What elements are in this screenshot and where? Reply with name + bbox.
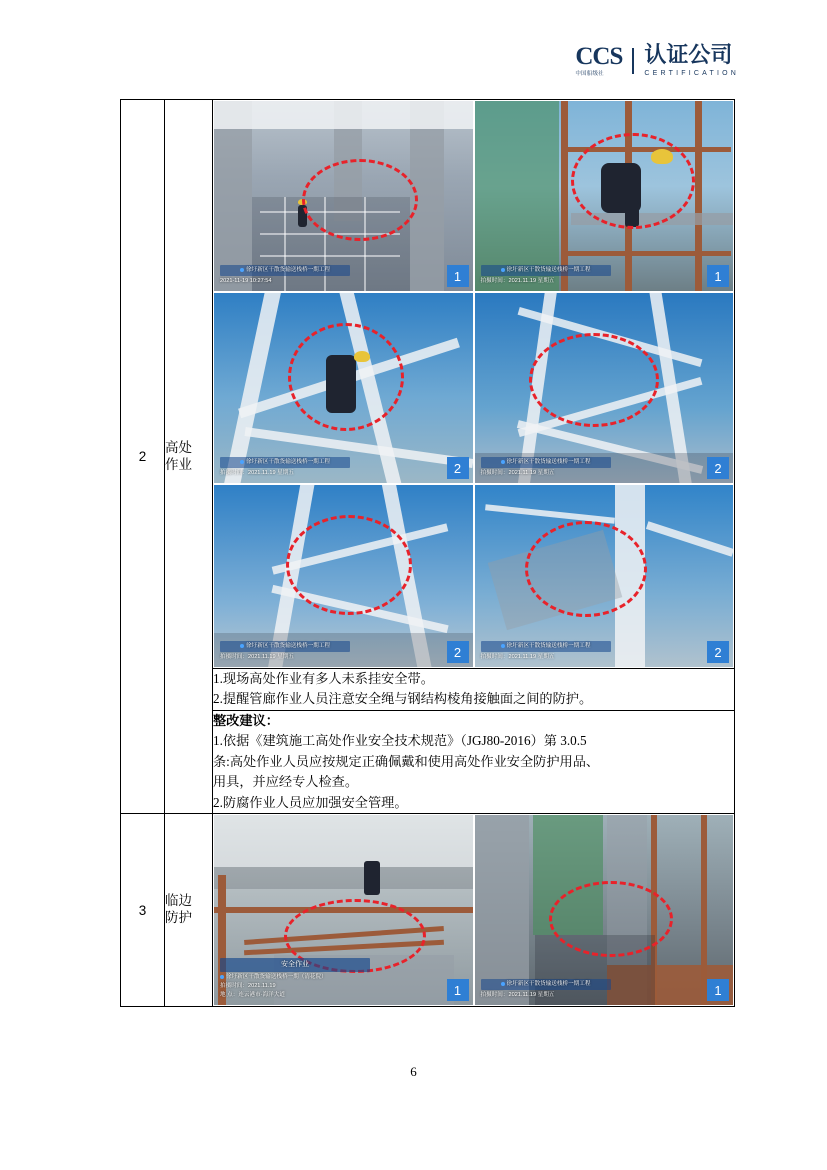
watermark-time: 拍摄时间：2021.11.19 星期五 [480, 991, 555, 998]
helmet-icon [651, 149, 673, 164]
advice-line: 1.依据《建筑施工高处作业安全技术规范》（JGJ80-2016）第 3.0.5 [213, 733, 587, 749]
watermark-time: 拍摄时间：2021.11.19 星期五 [220, 469, 294, 476]
photo-watermark [220, 457, 350, 477]
row-category-2 [165, 100, 213, 814]
photo-watermark [220, 958, 370, 1000]
watermark-title: 徐圩新区干散货输送栈桥一期工程 [246, 643, 330, 650]
inspection-table [120, 99, 735, 1007]
photo-shape [260, 233, 400, 235]
watermark-title: 徐圩新区干散货输送栈桥一期工程 [246, 267, 330, 274]
photo-shape [214, 867, 474, 889]
worker-figure [625, 201, 639, 227]
table-row [121, 814, 735, 1007]
helmet-icon [298, 199, 307, 205]
finding-line: 1.现场高处作业有多人未系挂安全带。 [213, 671, 434, 686]
logo-ccs-block [575, 44, 622, 78]
photo-item[interactable] [474, 484, 735, 668]
photo-shape [561, 147, 731, 152]
row-3-photos-cell [213, 814, 735, 1007]
watermark-time: 拍摄时间：2021.11.19 [220, 983, 276, 990]
photo-shape [475, 815, 529, 1006]
row-category-2-line2: 作业 [165, 456, 192, 472]
watermark-time: 拍摄时间：2021.11.19 星期五 [480, 469, 555, 476]
photo-shape [214, 101, 252, 292]
photo-watermark [481, 265, 611, 285]
photo-shape [615, 484, 645, 668]
photo-shape [561, 101, 568, 292]
advice-title: 整改建议： [213, 712, 279, 728]
watermark-time: 拍摄时间：2021.11.19 星期五 [480, 653, 555, 660]
photo-shape [561, 251, 731, 256]
photo-shape [364, 197, 366, 292]
photo-item[interactable] [474, 100, 735, 292]
helmet-icon [354, 351, 370, 362]
photo-badge: 1 [447, 979, 469, 1001]
brand-logo [575, 44, 739, 78]
photo-shape [571, 213, 735, 225]
watermark-title: 徐圩新区干散货输送栈桥一期工程 [506, 981, 591, 988]
watermark-overlay-label: 安全作业 [220, 958, 370, 973]
row-category-3-line2: 防护 [165, 910, 192, 926]
photo-shape [533, 815, 603, 935]
watermark-time: 拍摄时间：2021.11.19 星期五 [480, 277, 555, 284]
photo-shape [260, 211, 400, 213]
worker-figure [298, 205, 307, 227]
photo-badge: 2 [707, 641, 729, 663]
worker-figure [326, 355, 356, 413]
photo-watermark [481, 457, 611, 477]
photo-shape [475, 101, 559, 292]
row-2-photos-cell [213, 100, 735, 669]
logo-divider [632, 48, 634, 74]
photo-grid-2 [213, 100, 734, 668]
photo-grid-3 [213, 814, 734, 1006]
photo-watermark [481, 641, 611, 661]
row-2-advice [213, 710, 735, 813]
row-2-findings [213, 669, 735, 711]
watermark-title: 徐圩新区干散货输送栈桥一期工程 [246, 459, 330, 466]
photo-item[interactable] [213, 292, 474, 484]
row-category-2-line1: 高处 [165, 439, 192, 455]
photo-badge: 2 [447, 641, 469, 663]
photo-shape [214, 907, 474, 913]
page-number: 6 [410, 1064, 417, 1079]
photo-watermark [481, 979, 611, 999]
photo-badge: 1 [447, 265, 469, 287]
photo-shape [695, 101, 702, 292]
table-row [121, 669, 735, 711]
photo-shape [260, 255, 400, 257]
photo-shape [410, 101, 444, 292]
photo-badge: 2 [447, 457, 469, 479]
worker-figure [364, 861, 380, 895]
logo-company-name: 认证公司 [644, 42, 733, 68]
logo-ccs-subtext: 中国船级社 [575, 71, 604, 77]
table-row [121, 100, 735, 669]
advice-line: 2.防腐作业人员应加强安全管理。 [213, 794, 408, 810]
table-row [121, 710, 735, 813]
logo-name-block [644, 44, 739, 77]
advice-line: 条:高处作业人员应按规定正确佩戴和使用高处作业安全防护用品、 [213, 753, 600, 769]
photo-badge: 1 [707, 979, 729, 1001]
photo-badge: 2 [707, 457, 729, 479]
advice-line: 用具，并应经专人检查。 [213, 774, 359, 790]
row-category-3-line1: 临边 [165, 893, 192, 909]
photo-shape [214, 101, 474, 129]
photo-item[interactable] [474, 814, 735, 1006]
logo-ccs-text: CCS [575, 43, 623, 70]
watermark-title: 徐圩新区干散货输送栈桥一期工程 [506, 643, 591, 650]
photo-badge: 1 [707, 265, 729, 287]
photo-shape [214, 815, 474, 867]
photo-item[interactable] [213, 100, 474, 292]
row-number-2: 2 [121, 100, 165, 814]
photo-item[interactable] [213, 484, 474, 668]
photo-watermark [220, 641, 350, 661]
photo-item[interactable] [474, 292, 735, 484]
logo-company-name-en: CERTIFICATION [644, 70, 739, 78]
watermark-location: 地 点：连云港市·海洋大道 [220, 991, 285, 998]
finding-line: 2.提醒管廊作业人员注意安全绳与钢结构棱角接触面之间的防护。 [213, 691, 593, 707]
row-number-3: 3 [121, 814, 165, 1007]
photo-watermark [220, 265, 350, 285]
watermark-title: 徐圩新区干散货输送栈桥一期工程 [506, 459, 591, 466]
watermark-time: 拍摄时间：2021.11.19 星期五 [220, 653, 294, 660]
watermark-title: 徐圩新区干散货输送栈桥一期（清花院） [226, 974, 327, 980]
watermark-title: 徐圩新区干散货输送栈桥一期工程 [506, 267, 591, 274]
watermark-time: 2021-11-19 10:27:54 [220, 277, 272, 284]
photo-item[interactable] [213, 814, 474, 1006]
row-category-3 [165, 814, 213, 1007]
